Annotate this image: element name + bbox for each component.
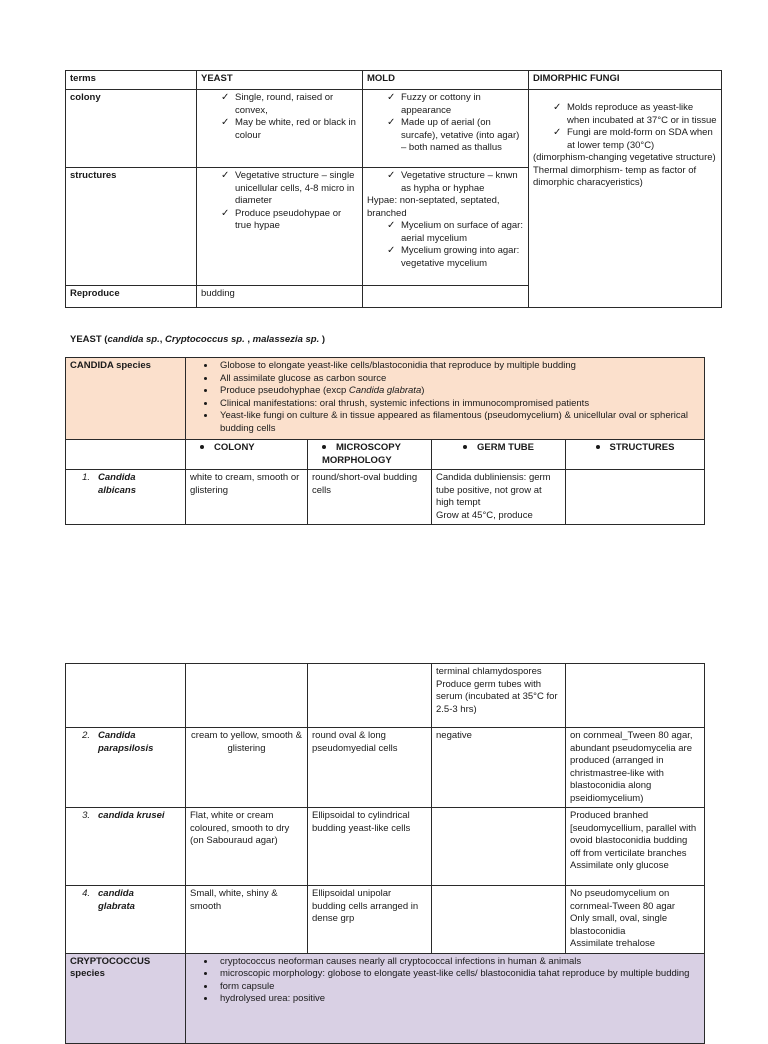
structures-cell: [566, 886, 705, 954]
empty-cell: [186, 664, 308, 728]
list-item: • Yeast-like fungi on culture & in tissue appeared as filamentous (pseudomycelium) & unicellular oval or spherical budding cells: [216, 410, 700, 435]
list-item: ✓ May be white, red or black in colour: [221, 117, 358, 142]
dimorphic-cell: [529, 90, 722, 308]
species-cell: [66, 470, 186, 525]
mold-reproduce-cell: [363, 286, 529, 308]
col-header-structures: [566, 440, 705, 470]
mold-structures-cell: [363, 168, 529, 286]
species-cell: [66, 808, 186, 886]
heading-text: YEAST (: [70, 334, 108, 345]
yeast-structures-cell: [197, 168, 363, 286]
structures-text: Only small, oval, single blastoconidia: [570, 913, 668, 937]
list-item: ✓ Molds reproduce as yeast-like when incubated at 37°C or in tissue: [553, 102, 717, 127]
list-item: ✓ Single, round, raised or convex,: [221, 92, 358, 117]
list-item: ✓ Fungi are mold-form on SDA when at lower temp (30°C): [553, 127, 717, 152]
micro-cell: round/short-oval budding cells: [308, 470, 432, 525]
cryptococcus-title: CRYPTOCOCCUS species: [66, 953, 186, 1043]
row-label-structures: structures: [66, 168, 197, 286]
col-header-text: STRUCTURES: [609, 442, 675, 453]
list-item: ✓ Fuzzy or cottony in appearance: [387, 92, 524, 117]
micro-cell: Ellipsoidal unipolar budding cells arranged in dense grp: [308, 886, 432, 954]
table-row: [66, 470, 705, 525]
mold-hypae-note: Hypae: non-septated, septated, branched: [367, 195, 500, 219]
structures-cell: [566, 808, 705, 886]
list-item: ✓ Produce pseudohypae or true hypae: [221, 208, 358, 233]
candida-summary-cell: [186, 358, 705, 440]
species-cell: [66, 886, 186, 954]
species-name: Candida parapsilosis: [98, 730, 154, 754]
structures-cell: [566, 470, 705, 525]
table-row-colony: [66, 90, 722, 168]
cryptococcus-summary-row: [66, 953, 705, 1043]
species-name: candida glabrata: [98, 888, 135, 912]
row-number: 2.: [82, 730, 90, 741]
fungi-comparison-table: [65, 70, 722, 308]
germ-text: Candida dubliniensis: germ tube positive, not grow at high tempt: [436, 472, 551, 508]
list-item: ✓ Vegetative structure – knwn as hypha or hyphae: [387, 170, 524, 195]
colony-cell: white to cream, smooth or glistering: [186, 470, 308, 525]
micro-cell: Ellipsoidal to cylindrical budding yeast-like cells: [308, 808, 432, 886]
structures-cell: on cornmeal_Tween 80 agar, abundant pseudomycelia are produced (arranged in christmastree-like with blastoconidia along pseidiomycelium): [566, 728, 705, 808]
table-row: [66, 808, 705, 886]
col-header-text: COLONY: [214, 442, 255, 453]
yeast-section-heading: [70, 334, 325, 347]
empty-cell: [66, 440, 186, 470]
yeast-reproduce-cell: budding: [197, 286, 363, 308]
text: ): [421, 385, 425, 396]
list-item: • hydrolysed urea: positive: [216, 993, 700, 1006]
table-row: [66, 886, 705, 954]
micro-cell: round oval & long pseudomyedial cells: [308, 728, 432, 808]
col-header-germ: [432, 440, 566, 470]
empty-cell: [308, 664, 432, 728]
yeast-colony-cell: [197, 90, 363, 168]
heading-text: ,: [159, 334, 166, 345]
structures-text: No pseudomycelium on cornmeal-Tween 80 agar: [570, 888, 676, 912]
header-dimorphic: DIMORPHIC FUNGI: [529, 71, 722, 90]
table-header-row: [66, 71, 722, 90]
germ-text: Grow at 45°C, produce: [436, 509, 533, 521]
list-item: • cryptococcus neoforman causes nearly all cryptococcal infections in human & animals: [216, 956, 700, 969]
germ-text: Produce germ tubes with serum (incubated at 35°C for 2.5-3 hrs): [436, 678, 558, 715]
empty-cell: [566, 664, 705, 728]
dimorphic-note: (dimorphism-changing vegetative structure): [533, 152, 716, 163]
candida-table: [65, 357, 705, 525]
list-item: • Globose to elongate yeast-like cells/blastoconidia that reproduce by multiple budding: [216, 360, 700, 373]
heading-species: Cryptococcus sp.: [165, 334, 245, 345]
text: Produce pseudohyphae (excp: [220, 385, 349, 396]
cryptococcus-summary-cell: [186, 953, 705, 1043]
candida-table-continued: [65, 663, 705, 1044]
list-item: ✓ Mycelium on surface of agar: aerial mycelium: [387, 220, 524, 245]
structures-text: Assimilate only glucose: [570, 860, 669, 871]
empty-cell: [66, 664, 186, 728]
colony-cell: cream to yellow, smooth & glistering: [186, 728, 308, 808]
list-item: • form capsule: [216, 981, 700, 994]
structures-text: Assimilate trehalose: [570, 938, 656, 949]
germ-cell: [432, 470, 566, 525]
list-item: ✓ Vegetative structure – single unicellular cells, 4-8 micro in diameter: [221, 170, 358, 208]
row-number: 3.: [82, 810, 90, 821]
species-name: candida krusei: [98, 810, 165, 821]
list-item: [216, 385, 700, 398]
heading-text: ,: [244, 334, 253, 345]
germ-text: terminal chlamydospores: [436, 666, 542, 677]
species-name: Candida albicans: [98, 472, 137, 496]
col-header-colony: [186, 440, 308, 470]
header-terms: terms: [66, 71, 197, 90]
col-header-text: GERM TUBE: [477, 442, 534, 453]
candida-title: CANDIDA species: [66, 358, 186, 440]
heading-species: malassezia sp.: [252, 334, 320, 345]
header-mold: MOLD: [363, 71, 529, 90]
germ-cell: [432, 664, 566, 728]
row-number: 1.: [82, 472, 90, 483]
heading-species: candida sp.: [107, 334, 160, 345]
col-header-micro: [308, 440, 432, 470]
list-item: • Clinical manifestations: oral thrush, systemic infections in immunocompromised patients: [216, 398, 700, 411]
table-row: [66, 664, 705, 728]
heading-text: ): [319, 334, 326, 345]
mold-colony-cell: [363, 90, 529, 168]
list-item: ✓ Mycelium growing into agar: vegetative mycelium: [387, 245, 524, 270]
germ-cell: [432, 808, 566, 886]
row-number: 4.: [82, 888, 90, 899]
col-header-text: MICROSCOPY MORPHOLOGY: [322, 442, 401, 466]
candida-column-header-row: [66, 440, 705, 470]
list-item: • microscopic morphology: globose to elongate yeast-like cells/ blastoconidia tahat reproduce by multiple budding: [216, 968, 700, 981]
dimorphic-note: Thermal dimorphism- temp as factor of dimorphic characyeristics): [533, 164, 697, 188]
candida-summary-row: [66, 358, 705, 440]
colony-cell: Small, white, shiny & smooth: [186, 886, 308, 954]
header-yeast: YEAST: [197, 71, 363, 90]
germ-cell: [432, 886, 566, 954]
row-label-colony: colony: [66, 90, 197, 168]
list-item: ✓ Made up of aerial (on surcafe), vetative (into agar) – both named as thallus: [387, 117, 524, 155]
species-cell: [66, 728, 186, 808]
germ-cell: negative: [432, 728, 566, 808]
structures-text: Produced branhed [seudomycellium, parallel with ovoid blastoconidia budding off from verticilate branches: [570, 810, 697, 859]
colony-cell: Flat, white or cream coloured, smooth to dry (on Sabouraud agar): [186, 808, 308, 886]
row-label-reproduce: Reproduce: [66, 286, 197, 308]
species-name: Candida glabrata: [348, 385, 422, 396]
table-row: [66, 728, 705, 808]
list-item: • All assimilate glucose as carbon source: [216, 373, 700, 386]
